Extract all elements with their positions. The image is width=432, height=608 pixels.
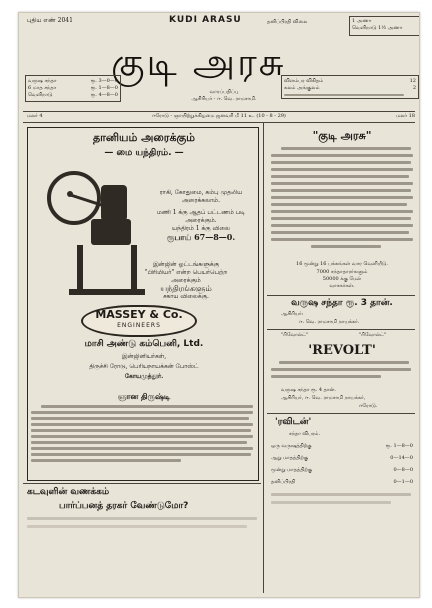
circ-subscribers: 7000 சந்தாதாரர்களும் bbox=[316, 269, 368, 275]
text-line bbox=[31, 453, 251, 456]
price-value: 0—14—0 bbox=[390, 455, 413, 461]
rate-label: விளம்பர விகிதம் bbox=[284, 78, 324, 84]
text-line bbox=[271, 203, 407, 206]
price-table bbox=[271, 443, 413, 486]
text-line bbox=[271, 231, 409, 234]
circ-readers-label: வாசகர்கள். bbox=[329, 283, 355, 289]
price-value: 0—8—0 bbox=[393, 467, 413, 473]
ad-rate-box bbox=[281, 75, 419, 99]
hopper bbox=[101, 185, 127, 221]
headline-article-body bbox=[27, 517, 259, 593]
ad-text-line: அரைக்கும். bbox=[185, 217, 217, 224]
ad-text bbox=[149, 189, 253, 241]
text-line bbox=[311, 245, 381, 248]
single-copy-label: தனிப்பிரதி விலை bbox=[267, 19, 308, 25]
date-line: ஈரோடு - ஞாயிற்றுக்கிழமை ஜனவரி மீ 11 உ. (10 - 8 - 29) bbox=[152, 113, 286, 119]
faded-line bbox=[27, 525, 247, 528]
price-label: தனிப்பிரதி bbox=[271, 479, 296, 485]
article-body bbox=[31, 405, 253, 475]
revolt-label-right: "ரிவோல்ட்" bbox=[359, 332, 387, 338]
masthead-title: குடி அரசு bbox=[111, 40, 286, 84]
article-heading: ஞான திருஷ்டி bbox=[117, 391, 171, 401]
sub-row-value: ரூ. 1—8—0 bbox=[90, 85, 118, 91]
text-line bbox=[31, 429, 251, 432]
text-line bbox=[271, 196, 413, 199]
logo-engineers: ENGINEERS bbox=[117, 322, 161, 329]
sub-row-label: வருஷ சந்தா bbox=[28, 78, 57, 84]
text-line bbox=[31, 459, 181, 462]
company-city: கோயமுத்தூர். bbox=[124, 373, 164, 380]
price-value: 0—1—0 bbox=[393, 479, 413, 485]
rule-right-3 bbox=[267, 413, 415, 414]
sub-row bbox=[28, 85, 118, 92]
price-row bbox=[271, 479, 413, 486]
newspaper-page bbox=[18, 12, 420, 598]
latin-title: KUDI ARASU bbox=[169, 15, 242, 25]
circulation bbox=[269, 269, 415, 290]
logo-company: MASSEY & Co. bbox=[95, 308, 183, 321]
price-box bbox=[349, 16, 420, 36]
ad-text-line: ராகி, கோதுமை, கம்பு முதலிய bbox=[159, 189, 243, 196]
ad-price: ரூபாய் 67—8—0. bbox=[166, 232, 236, 242]
editor-info bbox=[169, 89, 279, 103]
subscription-box-left bbox=[25, 75, 121, 102]
subscription-headline: வருஷ சந்தா ரூ. 3 தான். bbox=[291, 298, 393, 308]
faded-line bbox=[271, 501, 391, 504]
faded-line bbox=[271, 493, 411, 496]
text-line bbox=[271, 182, 413, 185]
ad-text-line: இன்ஜின் ஓட்டங்களுக்கு bbox=[152, 261, 220, 268]
ad-text-line: அரைக்கும் bbox=[171, 277, 201, 284]
text-line bbox=[271, 161, 411, 164]
ad-subtitle: — மை யந்திரம். — bbox=[104, 148, 184, 158]
text-line bbox=[31, 447, 253, 450]
text-line bbox=[31, 435, 253, 438]
revolt-editor: ஆசிரியர், ஈ. வெ. ராமசாமி நாயக்கர், bbox=[281, 395, 366, 401]
issue-pages: 16 மூன்று 16 பக்கங்கள் வார வெளியீடு. bbox=[296, 261, 388, 267]
sub-row-value: ரூ. 3—0—0 bbox=[90, 78, 118, 84]
company-address: திருச்சி ரோடு, பெரியநாயக்கன் போஸ்ட் bbox=[89, 363, 199, 370]
issue-number: புதிய எண் 2041 bbox=[27, 17, 73, 24]
text-line bbox=[31, 411, 253, 414]
text-line bbox=[31, 417, 249, 420]
price-row bbox=[271, 443, 413, 450]
price-line-1: 1 அணா bbox=[352, 18, 372, 24]
text-line bbox=[284, 94, 404, 96]
sub-row-value: ரூ. 4—8—0 bbox=[90, 92, 118, 98]
revolt-title: 'REVOLT' bbox=[308, 343, 376, 358]
text-line bbox=[271, 168, 413, 171]
text-line bbox=[281, 147, 411, 150]
ad-text-line: யந்திரங்களும் bbox=[160, 284, 212, 293]
rate-row bbox=[284, 78, 416, 85]
rule-under-date bbox=[23, 122, 415, 123]
revolt-subscription: வருஷ சந்தா ரூ. 4 தான். bbox=[281, 387, 336, 393]
column-divider bbox=[263, 123, 264, 593]
ad-text-line: மணி 1 க்கு ஆதப் பட்டணம் படி bbox=[157, 209, 245, 216]
ad-text-line: "பிரிமியர்" என்ற பெயர்பெற்ற bbox=[144, 269, 228, 276]
rate-label: கலம் அங்குலம் bbox=[284, 85, 320, 91]
text-line bbox=[271, 217, 411, 220]
company-name: மாசி அண்டு கம்பெனி, Ltd. bbox=[84, 339, 204, 349]
rate-value: 12 bbox=[409, 78, 416, 84]
price-row bbox=[271, 467, 413, 474]
kudi-arasu-title: "குடி அரசு" bbox=[312, 129, 372, 142]
company-sub: இன்ஜினியர்கள், bbox=[121, 353, 167, 360]
text-line bbox=[279, 361, 409, 364]
grinder-housing bbox=[91, 219, 131, 245]
price-row bbox=[271, 455, 413, 462]
faded-line bbox=[27, 517, 257, 520]
number-label: மலர் 18 bbox=[396, 113, 415, 119]
text-line bbox=[271, 368, 411, 371]
sub-row bbox=[28, 92, 118, 99]
price-label: ஒரு வருஷத்திற்கு bbox=[271, 443, 312, 449]
ravidan-title: 'ரவிடன்' bbox=[275, 417, 312, 427]
subscription-editor-name: ஈ. வெ. ராமசாமி நாயக்கர். bbox=[299, 319, 360, 325]
editor-name: ஆசிரியர் - ஈ. வெ. ராமசாமி. bbox=[191, 96, 257, 102]
text-line bbox=[271, 175, 409, 178]
price-label: ஆறு மாதத்திற்கு bbox=[271, 455, 309, 461]
revolt-city: ஈரோடு. bbox=[359, 403, 378, 409]
rate-value: 2 bbox=[412, 85, 416, 91]
price-label: மூன்று மாதத்திற்கு bbox=[271, 467, 313, 473]
subscription-editor-label: ஆசிரியர்: bbox=[281, 311, 304, 317]
rule-left-lower bbox=[23, 483, 261, 484]
sub-row bbox=[28, 78, 118, 85]
volume-label: மலர் 4 bbox=[27, 113, 43, 119]
ad-text-line: அரைக்கலாம். bbox=[182, 197, 220, 204]
sub-row-label: 6 மாத சந்தா bbox=[28, 85, 57, 91]
price-line-2: வெளிநாடு 1½ அணா bbox=[352, 25, 403, 31]
rule-right-2 bbox=[267, 329, 415, 330]
text-line bbox=[271, 375, 381, 378]
ad-middle-text bbox=[119, 261, 253, 301]
text-line bbox=[271, 224, 413, 227]
price-value: ரூ. 1—8—0 bbox=[385, 443, 413, 449]
text-line bbox=[31, 423, 253, 426]
kudi-arasu-description bbox=[271, 147, 413, 261]
text-line bbox=[271, 238, 413, 241]
sub-row-label: வெளிநாடு bbox=[28, 92, 53, 98]
ad-text-line: சகாய விலைக்கு. bbox=[163, 293, 209, 300]
text-line bbox=[271, 210, 413, 213]
ravidan-subtitle: சந்தா விபரம். bbox=[289, 431, 321, 437]
text-line bbox=[31, 441, 247, 444]
edition-label: வாரப்பதிப்பு bbox=[209, 89, 239, 95]
rule-right-1 bbox=[267, 295, 415, 296]
rate-row bbox=[284, 85, 416, 92]
rule-top bbox=[23, 111, 415, 112]
text-line bbox=[271, 154, 413, 157]
ad-text-line: யந்திரம் 1 க்கு விலை bbox=[172, 225, 230, 232]
revolt-label-left: "ரிவோல்ட்" bbox=[281, 332, 309, 338]
revolt-description bbox=[271, 361, 413, 385]
massey-logo bbox=[81, 305, 197, 337]
headline-1: கடவுளின் வணக்கம் bbox=[27, 487, 110, 497]
headline-2: பார்ப்பனத் தரகர் வேண்டுமோ? bbox=[59, 501, 189, 511]
circ-readers: 50000 க்கு மேல் bbox=[322, 276, 362, 282]
leg-left bbox=[77, 245, 83, 293]
text-line bbox=[271, 189, 411, 192]
ad-title: தானியம் அரைக்கும் bbox=[92, 131, 196, 144]
right-footer-text bbox=[271, 493, 413, 553]
text-line bbox=[41, 405, 253, 408]
